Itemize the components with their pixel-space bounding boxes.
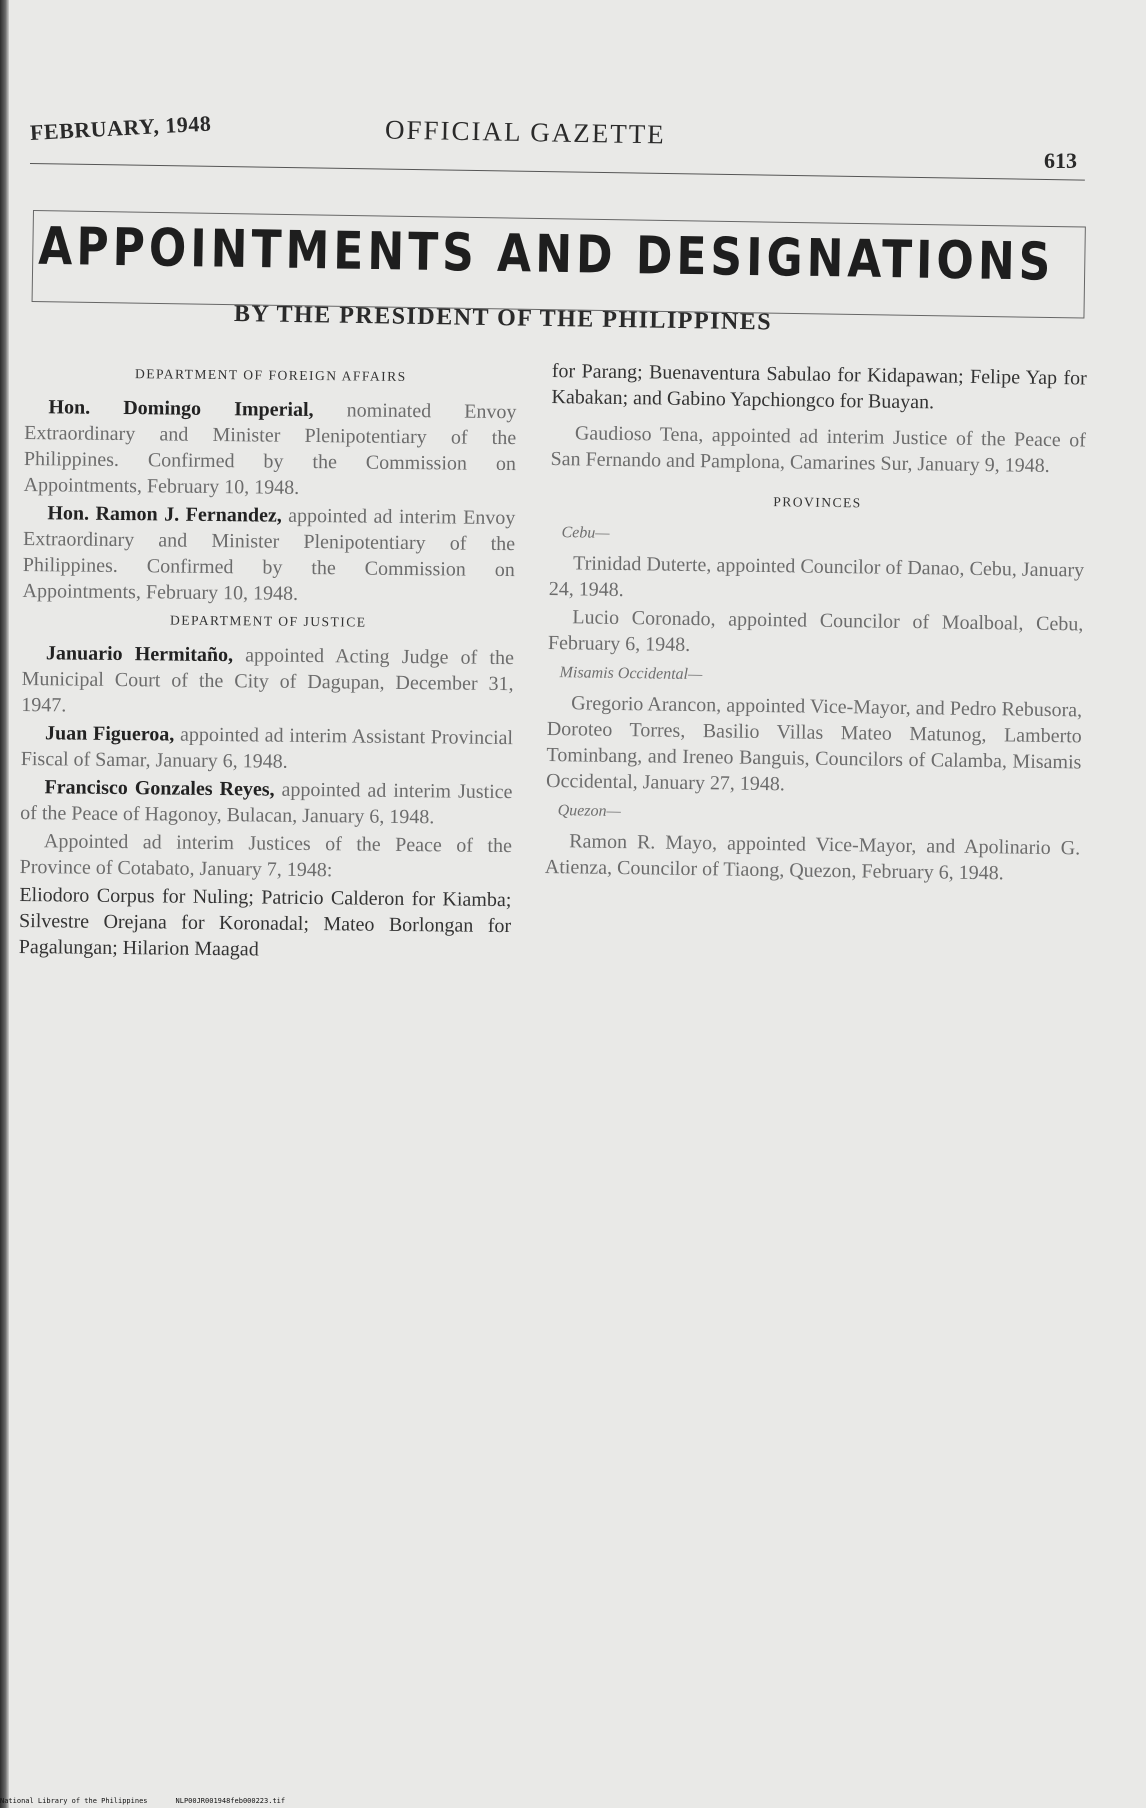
appointment-text: appointed ad interim Justice of the Peace of Hagonoy, Bulacan, January 6, 1948.: [20, 778, 513, 829]
header-rule: [30, 163, 1085, 181]
publication-title: OFFICIAL GAZETTE: [384, 114, 666, 150]
foreign-affairs-entry-1: [24, 394, 517, 503]
cotabato-intro: Appointed ad interim Justices of the Peace of the Province of Cotabato, January 7, 1948:: [19, 830, 513, 882]
issue-date: FEBRUARY, 1948: [29, 110, 212, 145]
section-title: APPOINTMENTS AND DESIGNATIONS: [37, 216, 1055, 293]
cebu-entry-2: Lucio Coronado, appointed Councilor of Moalboal, Cebu, February 6, 1948.: [547, 606, 1084, 656]
library-credit: National Library of the Philippines: [0, 1797, 148, 1805]
foreign-affairs-heading: DEPARTMENT OF FOREIGN AFFAIRS: [134, 366, 407, 384]
cotabato-list-part-1: Eliodoro Corpus for Nuling; Patricio Calderon for Kiamba; Silvestre Orejana for Koronadal; Mateo Borlongan for Pagalungan; Hilarion Maagad: [18, 883, 512, 961]
misamis-entry-1: Gregorio Arancon, appointed Vice-Mayor, and Pedro Rebusora, Doroteo Torres, Basilio Villas Mateo Matunog, Lamberto Tominbang, and Ireneo Banguis, Councilors of Calamba, Misamis Occidental, January 27, 1948.: [545, 692, 1083, 796]
quezon-entry-1: Ramon R. Mayo, appointed Vice-Mayor, and Apolinario G. Atienza, Councilor of Tiaong, Quezon, February 6, 1948.: [544, 830, 1081, 885]
province-misamis-heading: Misamis Occidental—: [559, 664, 703, 684]
justice-entry-3: [20, 774, 513, 831]
page-number: 613: [1044, 148, 1077, 173]
appointee-name: Juan Figueroa,: [44, 722, 175, 746]
appointment-text: appointed Acting Judge of the Municipal Court of the City of Dagupan, December 31, 1947.: [21, 644, 514, 717]
justice-entry-2: [21, 720, 514, 777]
appointment-text: appointed ad interim Envoy Extraordinary and Minister Plenipotentiary of the Philippines. Confirmed by the Commission on Appointments, February 10, 1948.: [22, 504, 516, 605]
appointee-name: Hon. Domingo Imperial,: [48, 396, 314, 422]
right-column: [545, 358, 1087, 887]
appointee-name: Januario Hermitaño,: [45, 642, 234, 667]
scan-file-id: NLP00JR001948feb000223.tif: [175, 1797, 286, 1805]
appointee-name: Hon. Ramon J. Fernandez,: [47, 502, 282, 527]
appointment-text: appointed ad interim Assistant Provincial Fiscal of Samar, January 6, 1948.: [20, 723, 514, 773]
appointment-text: nominated Envoy Extraordinary and Minister Plenipotentiary of the Philippines. Confirmed by the Commission on Appointments, February 10, 1948.: [23, 399, 517, 499]
cebu-entry-1: Trinidad Duterte, appointed Councilor of Danao, Cebu, January 24, 1948.: [548, 552, 1085, 602]
cotabato-list-part-2: for Parang; Buenaventura Sabulao for Kidapawan; Felipe Yap for Kabakan; and Gabino Yapchiongco for Buayan.: [551, 359, 1087, 414]
appointee-name: Francisco Gonzales Reyes,: [44, 776, 275, 801]
foreign-affairs-entry-2: [22, 500, 515, 609]
justice-entry-1: [21, 640, 514, 723]
section-subtitle: BY THE PRESIDENT OF THE PHILIPPINES: [233, 301, 773, 336]
scan-footer: [0, 1797, 285, 1805]
section-banner: [32, 210, 1086, 319]
tena-entry: Gaudioso Tena, appointed ad interim Justice of the Peace of San Fernando and Pamplona, Camarines Sur, January 9, 1948.: [550, 422, 1087, 477]
provinces-heading: PROVINCES: [773, 494, 862, 511]
province-cebu-heading: Cebu—: [561, 524, 610, 542]
province-quezon-heading: Quezon—: [557, 802, 621, 821]
left-column: [19, 358, 517, 965]
justice-heading: DEPARTMENT OF JUSTICE: [169, 612, 367, 630]
